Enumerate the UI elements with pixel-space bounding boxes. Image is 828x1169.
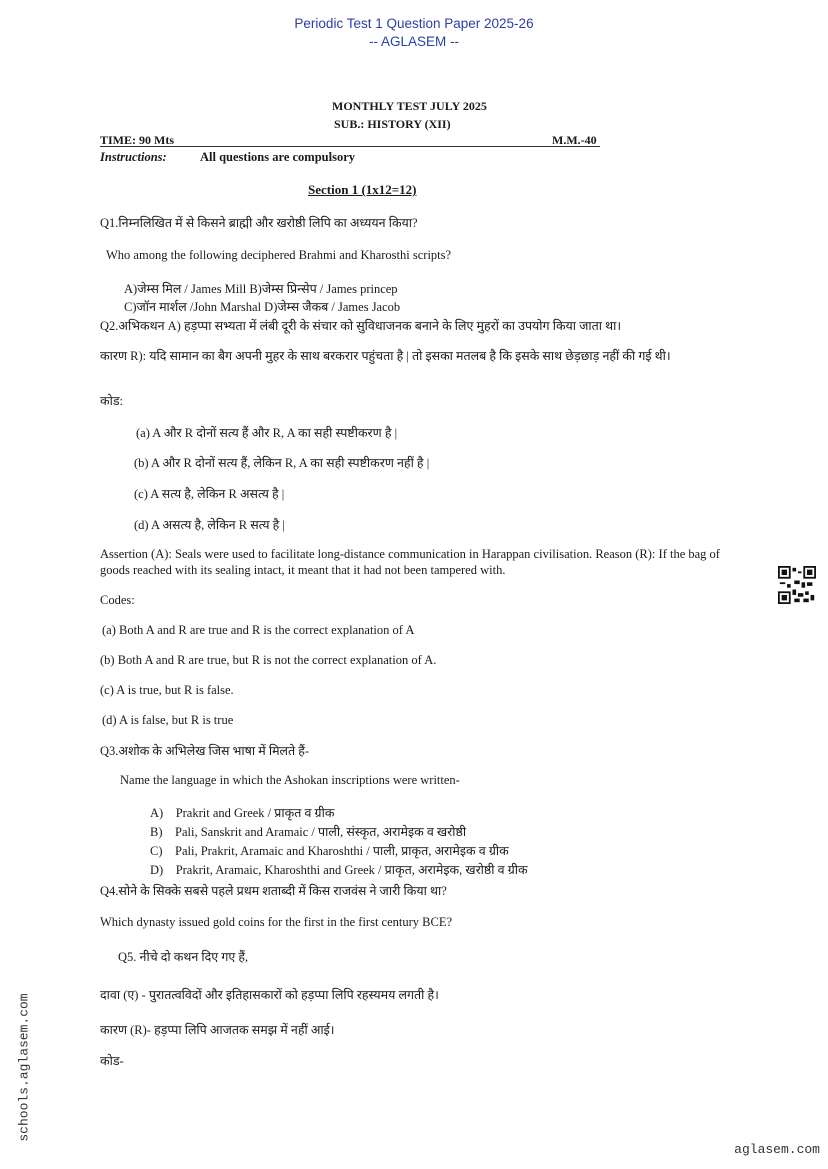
q3-option-b: B) Pali, Sanskrit and Aramaic / पाली, संस्कृत, अरामेइक व खरोष्ठी <box>150 825 467 839</box>
paper-marks: M.M.-40 <box>552 133 597 147</box>
section-heading: Section 1 (1x12=12) <box>308 182 417 197</box>
q2-option-hi-a: (a) A और R दोनों सत्य हैं और R, A का सही स्पष्टीकरण है | <box>136 426 398 440</box>
q2-assertion-english: Assertion (A): Seals were used to facilitate long-distance communication in Harappan civilisation. Reason (R): If the bag of goods reached with its sealing intact, it meant that it had not been tampered with. <box>100 547 720 577</box>
q2-code-hindi: कोड: <box>100 394 123 408</box>
header-rule <box>100 146 600 147</box>
q3-option-a: A) Prakrit and Greek / प्राकृत व ग्रीक <box>150 806 335 820</box>
q3-option-c: C) Pali, Prakrit, Aramaic and Kharoshthi / पाली, प्राकृत, अरामेइक व ग्रीक <box>150 844 509 858</box>
side-watermark: schools.aglasem.com <box>16 993 32 1142</box>
instructions-label: Instructions: <box>100 150 167 164</box>
q2-option-hi-d: (d) A असत्य है, लेकिन R सत्य है | <box>134 518 285 532</box>
q3-hindi: Q3.अशोक के अभिलेख जिस भाषा में मिलते हैं- <box>100 744 310 758</box>
q2-option-en-a: (a) Both A and R are true and R is the correct explanation of A <box>102 623 415 637</box>
paper-time: TIME: 90 Mts <box>100 133 174 147</box>
instructions-text: All questions are compulsory <box>200 150 355 164</box>
q3-english: Name the language in which the Ashokan inscriptions were written- <box>120 773 460 787</box>
q2-option-hi-c: (c) A सत्य है, लेकिन R असत्य है | <box>134 487 285 501</box>
q3-option-d: D) Prakrit, Aramaic, Kharoshthi and Greek / प्राकृत, अरामेइक, खरोष्ठी व ग्रीक <box>150 863 528 877</box>
q2-reason-hindi: कारण R): यदि सामान का बैग अपनी मुहर के साथ बरकरार पहुंचता है | तो इसका मतलब है कि इसके साथ छेड़छाड़ नहीं की गई थी। <box>100 349 671 363</box>
q1-hindi: Q1.निम्नलिखित में से किसने ब्राह्मी और खरोष्ठी लिपि का अध्ययन किया? <box>100 216 418 230</box>
q2-option-en-d: (d) A is false, but R is true <box>102 713 234 727</box>
q2-assertion-hindi: Q2.अभिकथन A) हड़प्पा सभ्यता में लंबी दूरी के संचार को सुविधाजनक बनाने के लिए मुहरों का उपयोग किया जाता था। <box>100 319 622 333</box>
q1-english: Who among the following deciphered Brahmi and Kharosthi scripts? <box>106 248 452 262</box>
paper-subject: SUB.: HISTORY (XII) <box>334 117 451 131</box>
q5-hindi: Q5. नीचे दो कथन दिए गए हैं, <box>118 950 249 964</box>
q1-options-ab: A)जेम्स मिल / James Mill B)जेम्स प्रिन्सेप / James princep <box>124 282 398 296</box>
q2-option-hi-b: (b) A और R दोनों सत्य हैं, लेकिन R, A का सही स्पष्टीकरण नहीं है | <box>134 456 430 470</box>
q4-english: Which dynasty issued gold coins for the first in the first century BCE? <box>100 915 453 929</box>
header-brand: -- AGLASEM -- <box>368 34 459 49</box>
q5-reason: कारण (R)- हड़प्पा लिपि आजतक समझ में नहीं आई। <box>100 1023 335 1037</box>
q2-option-en-b: (b) Both A and R are true, but R is not the correct explanation of A. <box>100 653 437 667</box>
qr-code-icon <box>778 566 816 604</box>
footer-brand: aglasem.com <box>734 1142 820 1157</box>
q1-options-cd: C)जॉन मार्शल /John Marshal D)जेम्स जैकब / James Jacob <box>124 300 401 314</box>
q4-hindi: Q4.सोने के सिक्के सबसे पहले प्रथम शताब्दी में किस राजवंस ने जारी किया था? <box>100 884 447 898</box>
q2-option-en-c: (c) A is true, but R is false. <box>100 683 234 697</box>
q2-codes-english: Codes: <box>100 593 135 607</box>
q5-claim: दावा (ए) - पुरातत्वविदों और इतिहासकारों को हड़प्पा लिपि रहस्यमय लगती है। <box>100 988 439 1002</box>
header-title: Periodic Test 1 Question Paper 2025-26 <box>294 16 534 31</box>
q5-code: कोड- <box>100 1054 124 1068</box>
paper-title: MONTHLY TEST JULY 2025 <box>332 99 487 113</box>
